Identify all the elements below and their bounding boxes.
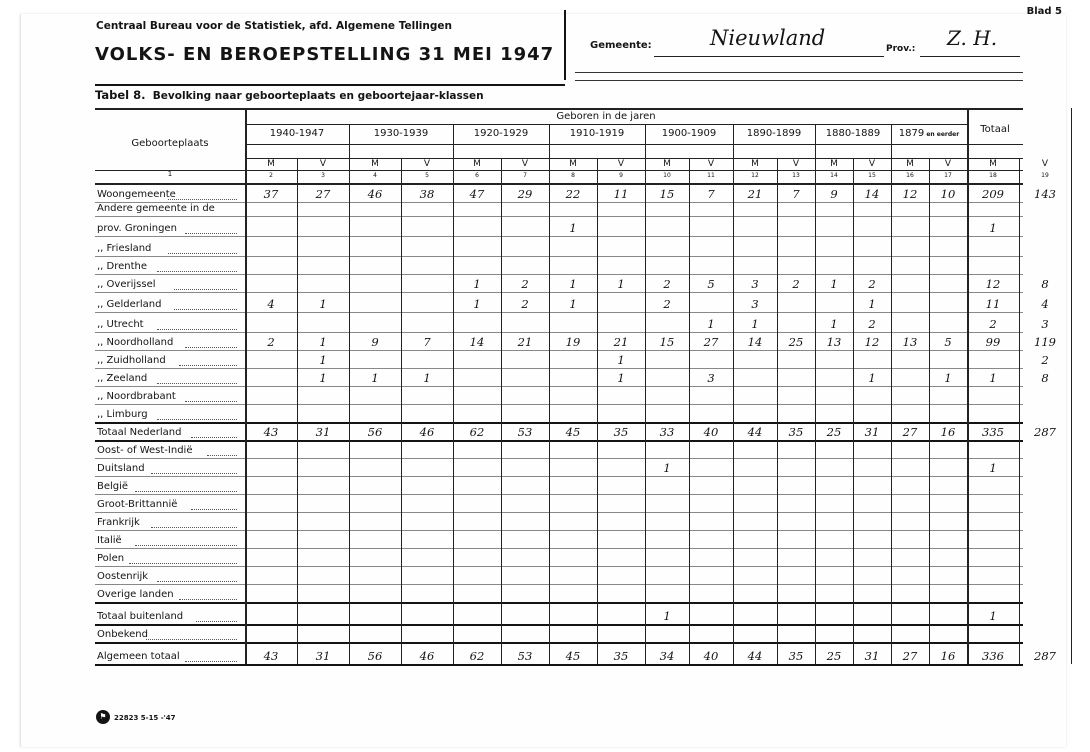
row-label: Overige landen <box>97 589 174 600</box>
data-cell: 22 <box>565 187 581 201</box>
column-number: 18 <box>989 172 997 179</box>
row-label: ,, Zuidholland <box>97 355 166 366</box>
data-cell: 2 <box>792 277 800 291</box>
row-rule <box>95 512 1023 513</box>
group-rule <box>245 124 967 125</box>
data-cell: 40 <box>703 649 719 663</box>
row-label-dots <box>174 309 237 310</box>
row-label-dots <box>207 455 237 456</box>
data-cell: 1 <box>830 317 838 331</box>
column-divider <box>401 158 402 664</box>
row-label: Totaal Nederland <box>97 427 182 438</box>
data-cell: 7 <box>792 187 800 201</box>
row-label-dots <box>135 545 237 546</box>
column-divider <box>1071 108 1072 664</box>
sheet-number: Blad 5 <box>1026 6 1062 17</box>
data-cell: 43 <box>263 649 279 663</box>
data-cell: 2 <box>868 277 876 291</box>
table-number: Tabel 8. <box>95 88 146 102</box>
male-label: M <box>473 159 481 169</box>
data-cell: 1 <box>319 353 327 367</box>
row-label-dots <box>179 599 237 600</box>
row-rule <box>95 404 1023 405</box>
data-cell: 336 <box>982 649 1004 663</box>
data-cell: 1 <box>989 371 997 385</box>
column-number: 10 <box>663 172 671 179</box>
row-label-dots <box>157 271 237 272</box>
column-divider <box>733 124 734 664</box>
column-number: 9 <box>619 172 623 179</box>
row-rule <box>95 368 1023 369</box>
row-label-dots <box>179 365 237 366</box>
row-label: Italië <box>97 535 122 546</box>
data-cell: 209 <box>982 187 1004 201</box>
row-label-dots <box>196 621 237 622</box>
row-rule <box>95 350 1023 351</box>
gemeente-line <box>654 56 884 57</box>
data-cell: 1 <box>569 277 577 291</box>
row-label-dots <box>185 661 237 662</box>
column-divider <box>967 108 969 664</box>
data-cell: 15 <box>659 187 675 201</box>
data-cell: 1 <box>944 371 952 385</box>
female-label: V <box>868 159 876 169</box>
row-label-dots <box>151 527 237 528</box>
provincie-line <box>920 56 1020 57</box>
data-cell: 1 <box>989 221 997 235</box>
row-label: Woongemeente <box>97 189 176 200</box>
data-cell: 143 <box>1034 187 1056 201</box>
column-number: 7 <box>523 172 527 179</box>
male-label: M <box>371 159 379 169</box>
data-cell: 53 <box>517 425 533 439</box>
column-divider <box>501 158 502 664</box>
table-title-text: Bevolking naar geboorteplaats en geboortejaar-klassen <box>152 90 484 102</box>
data-cell: 4 <box>1041 297 1049 311</box>
female-label: V <box>707 159 715 169</box>
data-cell: 1 <box>751 317 759 331</box>
column-divider <box>597 158 598 664</box>
row-rule <box>95 440 1023 442</box>
column-year-suffix: en eerder <box>924 131 960 138</box>
data-cell: 9 <box>371 335 379 349</box>
data-cell: 31 <box>315 649 331 663</box>
row-rule <box>95 256 1023 257</box>
data-cell: 34 <box>659 649 675 663</box>
data-cell: 62 <box>469 649 485 663</box>
print-code: 22823 5-15 -'47 <box>114 714 176 722</box>
data-cell: 8 <box>1041 371 1049 385</box>
data-cell: 335 <box>982 425 1004 439</box>
row-rule <box>95 312 1023 313</box>
row-rule <box>95 202 1023 203</box>
column-divider <box>297 158 298 664</box>
data-cell: 27 <box>703 335 719 349</box>
column-number: 13 <box>792 172 800 179</box>
row-label: Oostenrijk <box>97 571 149 582</box>
row-label-dots <box>174 289 237 290</box>
data-cell: 1 <box>663 609 671 623</box>
column-number: 11 <box>707 172 715 179</box>
data-cell: 21 <box>613 335 629 349</box>
row-label: Andere gemeente in de <box>97 203 215 214</box>
data-cell: 46 <box>419 649 435 663</box>
column-divider <box>777 158 778 664</box>
data-cell: 27 <box>315 187 331 201</box>
data-cell: 31 <box>864 649 880 663</box>
row-label-dots <box>157 581 237 582</box>
row-label: ,, Utrecht <box>97 319 144 330</box>
male-label: M <box>989 159 997 169</box>
column-number: 16 <box>906 172 914 179</box>
row-rule <box>95 386 1023 387</box>
column-number: 5 <box>425 172 429 179</box>
data-cell: 9 <box>830 187 838 201</box>
data-cell: 2 <box>521 297 529 311</box>
row-label: ,, Noordbrabant <box>97 391 176 402</box>
data-cell: 35 <box>613 649 629 663</box>
organization-name: Centraal Bureau voor de Statistiek, afd. Algemene Tellingen <box>96 20 452 32</box>
row-label: Polen <box>97 553 125 564</box>
data-cell: 1 <box>473 297 481 311</box>
row-label: prov. Groningen <box>97 223 177 234</box>
column-number: 19 <box>1041 172 1049 179</box>
data-cell: 35 <box>613 425 629 439</box>
row-rule <box>95 236 1023 237</box>
female-label: V <box>1041 159 1049 169</box>
data-cell: 1 <box>868 297 876 311</box>
data-cell: 1 <box>830 277 838 291</box>
census-table <box>95 108 1056 716</box>
data-cell: 1 <box>617 371 625 385</box>
data-cell: 1 <box>569 221 577 235</box>
row-label-dots <box>168 253 237 254</box>
row-label: ,, Zeeland <box>97 373 148 384</box>
data-cell: 25 <box>826 649 842 663</box>
column-divider <box>853 158 854 664</box>
data-cell: 12 <box>902 187 918 201</box>
data-cell: 1 <box>423 371 431 385</box>
data-cell: 13 <box>826 335 842 349</box>
data-cell: 29 <box>517 187 533 201</box>
row-rule <box>95 548 1023 549</box>
data-cell: 1 <box>617 353 625 367</box>
column-number: 3 <box>321 172 325 179</box>
data-cell: 1 <box>319 371 327 385</box>
data-cell: 40 <box>703 425 719 439</box>
column-divider <box>549 124 550 664</box>
data-cell: 16 <box>940 425 956 439</box>
data-cell: 1 <box>707 317 715 331</box>
header-separator <box>564 10 566 80</box>
data-cell: 1 <box>371 371 379 385</box>
row-label: ,, Gelderland <box>97 299 162 310</box>
data-cell: 25 <box>788 335 804 349</box>
row-rule <box>95 476 1023 477</box>
data-cell: 19 <box>565 335 581 349</box>
column-number: 6 <box>475 172 479 179</box>
row-rule <box>95 274 1023 275</box>
male-label: M <box>906 159 914 169</box>
data-cell: 27 <box>902 425 918 439</box>
data-cell: 99 <box>985 335 1001 349</box>
data-cell: 53 <box>517 649 533 663</box>
row-label: ,, Noordholland <box>97 337 174 348</box>
data-cell: 16 <box>940 649 956 663</box>
row-label: Groot-Brittannië <box>97 499 178 510</box>
header-bottom-rule <box>95 183 1023 185</box>
column-year-label: 1910-1919 <box>569 128 625 139</box>
data-cell: 11 <box>985 297 1001 311</box>
data-cell: 287 <box>1034 425 1056 439</box>
data-cell: 14 <box>864 187 880 201</box>
male-label: M <box>830 159 838 169</box>
row-label: ,, Friesland <box>97 243 152 254</box>
printer-mark-icon: ⚑ <box>96 710 110 724</box>
column-year-label: 1880-1889 <box>825 128 881 139</box>
gemeente-label: Gemeente: <box>590 40 652 51</box>
data-cell: 44 <box>747 425 763 439</box>
row-rule <box>95 422 1023 424</box>
row-label-dots <box>168 199 237 200</box>
data-cell: 47 <box>469 187 485 201</box>
row-label-dots <box>146 639 237 640</box>
row-label: Onbekend <box>97 629 148 640</box>
row-label: ,, Overijssel <box>97 279 156 290</box>
data-cell: 56 <box>367 425 383 439</box>
column-year-label: 1879 en eerder <box>898 128 960 139</box>
column-divider <box>453 124 454 664</box>
row-label-dots <box>191 437 237 438</box>
data-cell: 45 <box>565 425 581 439</box>
row-rule <box>95 584 1023 585</box>
data-cell: 8 <box>1041 277 1049 291</box>
row-label-dots <box>191 509 237 510</box>
data-cell: 14 <box>747 335 763 349</box>
row-rule <box>95 602 1023 604</box>
female-label: V <box>521 159 529 169</box>
male-label: M <box>663 159 671 169</box>
title-rule <box>95 84 565 86</box>
column-number: 8 <box>571 172 575 179</box>
data-cell: 3 <box>751 277 759 291</box>
row-label-dots <box>185 347 237 348</box>
data-cell: 7 <box>423 335 431 349</box>
row-rule <box>95 332 1023 333</box>
column-year-label: 1920-1929 <box>473 128 529 139</box>
data-cell: 13 <box>902 335 918 349</box>
column-number: 2 <box>269 172 273 179</box>
column-number: 12 <box>751 172 759 179</box>
data-cell: 119 <box>1034 335 1056 349</box>
female-label: V <box>423 159 431 169</box>
data-cell: 21 <box>517 335 533 349</box>
column-divider <box>929 158 930 664</box>
form-title: VOLKS- EN BEROEPSTELLING 31 MEI 1947 <box>95 44 555 65</box>
data-cell: 12 <box>985 277 1001 291</box>
data-cell: 1 <box>319 297 327 311</box>
column-rule <box>245 144 1023 145</box>
male-label: M <box>751 159 759 169</box>
data-cell: 5 <box>944 335 952 349</box>
data-cell: 45 <box>565 649 581 663</box>
column-divider <box>1019 158 1020 664</box>
data-cell: 287 <box>1034 649 1056 663</box>
row-rule <box>95 642 1023 644</box>
data-cell: 56 <box>367 649 383 663</box>
column-year-label: 1930-1939 <box>373 128 429 139</box>
column-number: 14 <box>830 172 838 179</box>
data-cell: 2 <box>989 317 997 331</box>
row-label: Oost- of West-Indië <box>97 445 193 456</box>
row-label: Totaal buitenland <box>97 611 184 622</box>
provincie-value: Z. H. <box>947 26 998 50</box>
row-header: Geboorteplaats <box>131 138 209 149</box>
data-cell: 27 <box>902 649 918 663</box>
data-cell: 25 <box>826 425 842 439</box>
column-number: 15 <box>868 172 876 179</box>
row-label-dots <box>129 563 237 564</box>
female-label: V <box>319 159 327 169</box>
row-header-number: 1 <box>167 170 173 178</box>
row-label: Algemeen totaal <box>97 651 180 662</box>
data-cell: 33 <box>659 425 675 439</box>
data-cell: 12 <box>864 335 880 349</box>
total-header: Totaal <box>980 124 1010 135</box>
data-cell: 35 <box>788 425 804 439</box>
data-cell: 46 <box>367 187 383 201</box>
data-cell: 1 <box>868 371 876 385</box>
column-divider <box>891 124 892 664</box>
row-label-dots <box>157 419 237 420</box>
row-label: Frankrijk <box>97 517 140 528</box>
female-label: V <box>792 159 800 169</box>
column-divider <box>349 124 350 664</box>
data-cell: 1 <box>989 609 997 623</box>
data-cell: 11 <box>613 187 629 201</box>
row-label-dots <box>151 473 237 474</box>
row-label-dots <box>157 383 237 384</box>
data-cell: 43 <box>263 425 279 439</box>
row-label: ,, Drenthe <box>97 261 148 272</box>
column-year-label: 1940-1947 <box>269 128 325 139</box>
data-cell: 2 <box>663 297 671 311</box>
data-cell: 46 <box>419 425 435 439</box>
data-cell: 1 <box>319 335 327 349</box>
data-cell: 3 <box>1041 317 1049 331</box>
column-divider <box>689 158 690 664</box>
data-cell: 2 <box>521 277 529 291</box>
data-cell: 2 <box>868 317 876 331</box>
data-cell: 1 <box>473 277 481 291</box>
data-cell: 1 <box>663 461 671 475</box>
data-cell: 44 <box>747 649 763 663</box>
data-cell: 21 <box>747 187 763 201</box>
data-cell: 31 <box>315 425 331 439</box>
data-cell: 1 <box>989 461 997 475</box>
row-label-dots <box>135 491 237 492</box>
female-label: V <box>617 159 625 169</box>
row-rule <box>95 530 1023 531</box>
data-cell: 2 <box>1041 353 1049 367</box>
column-divider <box>245 108 247 664</box>
group-header: Geboren in de jaren <box>556 111 656 122</box>
table-top-rule <box>95 108 1023 110</box>
female-label: V <box>944 159 952 169</box>
data-cell: 7 <box>707 187 715 201</box>
column-year-label: 1900-1909 <box>661 128 717 139</box>
gemeente-value: Nieuwland <box>710 26 826 50</box>
data-cell: 62 <box>469 425 485 439</box>
row-rule <box>95 292 1023 293</box>
row-label: ,, Limburg <box>97 409 148 420</box>
row-rule <box>95 216 1023 217</box>
row-rule <box>95 664 1023 666</box>
column-number: 17 <box>944 172 952 179</box>
row-label-dots <box>185 233 237 234</box>
data-cell: 31 <box>864 425 880 439</box>
column-divider <box>815 124 816 664</box>
data-cell: 38 <box>419 187 435 201</box>
male-label: M <box>267 159 275 169</box>
row-rule <box>95 566 1023 567</box>
data-cell: 3 <box>707 371 715 385</box>
data-cell: 1 <box>617 277 625 291</box>
column-number: 4 <box>373 172 377 179</box>
row-rule <box>95 494 1023 495</box>
male-label: M <box>569 159 577 169</box>
row-label: België <box>97 481 129 492</box>
row-label: Duitsland <box>97 463 145 474</box>
row-label-dots <box>185 401 237 402</box>
table-title <box>95 88 484 102</box>
data-cell: 3 <box>751 297 759 311</box>
data-cell: 14 <box>469 335 485 349</box>
data-cell: 2 <box>267 335 275 349</box>
header-rule <box>575 80 1023 81</box>
column-divider <box>645 124 646 664</box>
column-year-label: 1890-1899 <box>746 128 802 139</box>
row-rule <box>95 458 1023 459</box>
header-rule <box>575 72 1023 73</box>
data-cell: 1 <box>569 297 577 311</box>
data-cell: 5 <box>707 277 715 291</box>
data-cell: 10 <box>940 187 956 201</box>
row-label-dots <box>157 329 237 330</box>
data-cell: 35 <box>788 649 804 663</box>
row-rule <box>95 624 1023 626</box>
data-cell: 4 <box>267 297 275 311</box>
data-cell: 15 <box>659 335 675 349</box>
provincie-label: Prov.: <box>886 44 916 54</box>
data-cell: 2 <box>663 277 671 291</box>
data-cell: 37 <box>263 187 279 201</box>
